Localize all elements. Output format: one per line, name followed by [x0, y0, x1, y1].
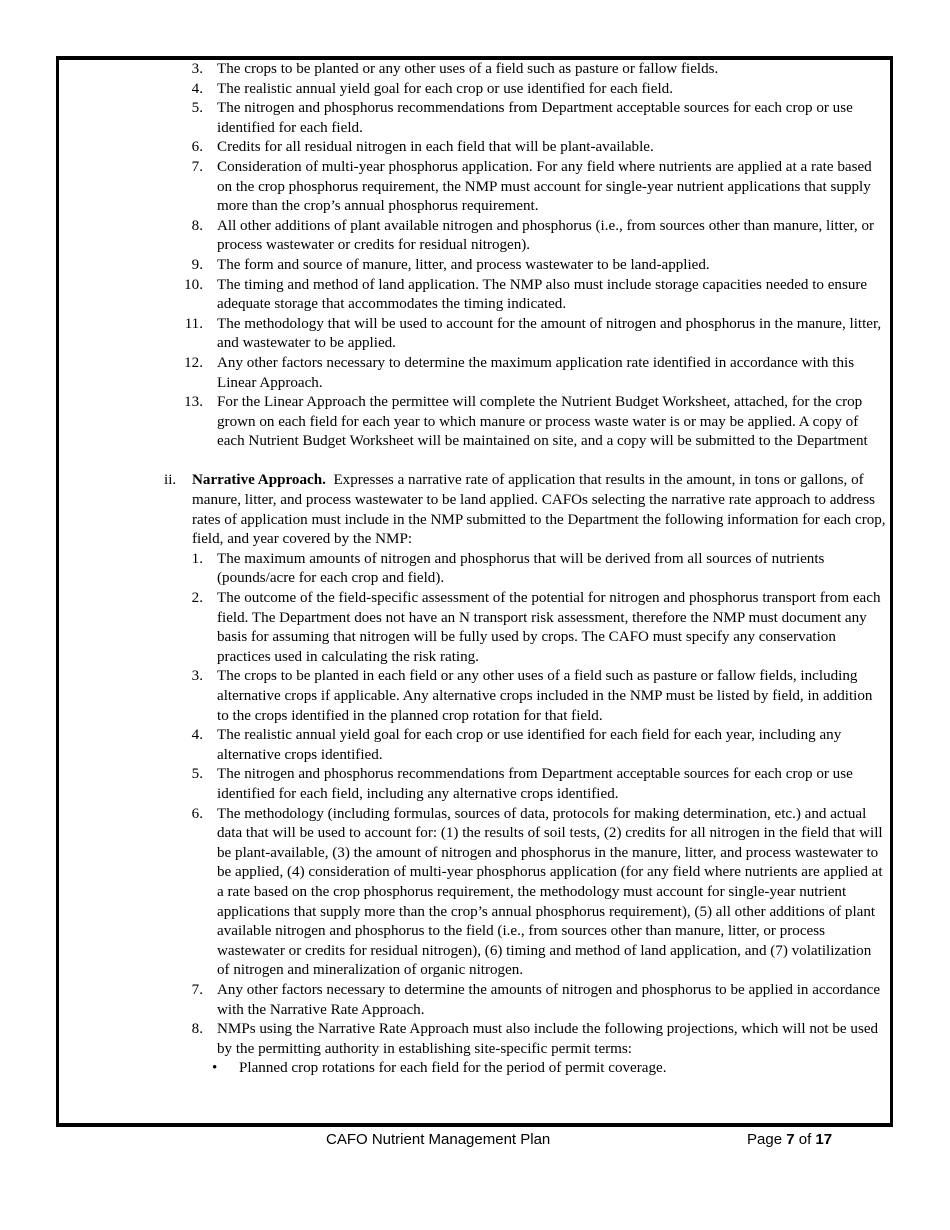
page-total: 17: [815, 1131, 833, 1148]
item-text: For the Linear Approach the permittee will complete the Nutrient Budget Worksheet, attached, for the crop grown on each field for each year to which manure or process waste water is or may be applied. A copy of each Nutrient Budget Worksheet will be maintained on site, and a copy will be submitted to the Department: [217, 394, 868, 450]
item-number: 10.: [184, 276, 203, 293]
item-number: 5.: [191, 100, 203, 117]
item-text: The methodology that will be used to account for the amount of nitrogen and phosphorus in the manure, litter, and wastewater to be applied.: [217, 315, 882, 352]
item-number: 5.: [191, 766, 203, 783]
list-item: [164, 765, 886, 804]
linear-approach-list: [164, 60, 886, 452]
list-item: [164, 354, 886, 393]
list-item: [164, 589, 886, 667]
item-number: 2.: [191, 590, 203, 607]
bullet-item: [164, 1059, 886, 1079]
list-item: [164, 60, 886, 80]
list-item: [164, 805, 886, 981]
item-text: All other additions of plant available nitrogen and phosphorus (i.e., from sources other than manure, litter, or process wastewater or credits for residual nitrogen).: [217, 217, 875, 254]
document-body: [164, 60, 886, 1079]
item-text: The outcome of the field-specific assessment of the potential for nitrogen and phosphorus transport from each field. The Department does not have an N transport risk assessment, therefore the NMP must document any basis for assuming that nitrogen will be fully used by crops. The CAFO must specify any conservation practices used in calculating the risk rating.: [217, 590, 881, 665]
item-number: 3.: [191, 61, 203, 77]
item-number: 12.: [184, 354, 203, 371]
list-item: [164, 80, 886, 100]
item-number: 6.: [191, 139, 203, 156]
list-item: [164, 1020, 886, 1059]
page-of: of: [798, 1131, 812, 1148]
item-number: 4.: [191, 80, 203, 97]
item-text: Credits for all residual nitrogen in each field that will be plant-available.: [217, 139, 654, 156]
narrative-approach-intro: [164, 471, 886, 549]
section-text: Expresses a narrative rate of application that results in the amount, in tons or gallons, of manure, litter, and process wastewater to be land applied. CAFOs selecting the narrative rate approach to address rates of application must include in the NMP submitted to the Department the following information for each crop, field, and year covered by the NMP:: [192, 472, 886, 548]
item-text: Any other factors necessary to determine the amounts of nitrogen and phosphorus to be applied in accordance with the Narrative Rate Approach.: [217, 981, 881, 1018]
item-text: The nitrogen and phosphorus recommendations from Department acceptable sources for each crop or use identified for each field, including any alternative crops identified.: [217, 766, 853, 802]
item-text: Consideration of multi-year phosphorus application. For any field where nutrients are applied at a rate based on the crop phosphorus requirement, the NMP must account for single-year nutrient applications that supply more than the crop’s annual phosphorus requirement.: [217, 158, 872, 215]
list-item: [164, 550, 886, 589]
item-text: The realistic annual yield goal for each crop or use identified for each field for each year, including any alternative crops identified.: [217, 727, 842, 763]
list-item: [164, 276, 886, 315]
item-number: 6.: [191, 805, 203, 822]
item-text: The nitrogen and phosphorus recommendations from Department acceptable sources for each crop or use identified for each field.: [217, 100, 853, 136]
section-heading: Narrative Approach.: [192, 472, 326, 489]
item-number: 4.: [191, 727, 203, 744]
bullet-icon: •: [212, 1060, 218, 1077]
item-text: NMPs using the Narrative Rate Approach must also include the following projections, which will not be used by the permitting authority in establishing site-specific permit terms:: [217, 1021, 879, 1057]
item-number: 9.: [191, 256, 203, 273]
item-number: 3.: [191, 668, 203, 685]
item-text: The timing and method of land application. The NMP also must include storage capacities needed to ensure adequate storage that accommodates the timing indicated.: [217, 276, 868, 313]
list-item: [164, 138, 886, 158]
item-text: The crops to be planted or any other uses of a field such as pasture or fallow fields.: [217, 61, 719, 77]
section-numeral: ii.: [164, 472, 177, 489]
narrative-approach-list: [164, 550, 886, 1079]
item-number: 13.: [184, 394, 203, 411]
item-number: 8.: [191, 1021, 203, 1038]
item-text: Any other factors necessary to determine the maximum application rate identified in accordance with this Linear Approach.: [217, 354, 855, 391]
item-text: The form and source of manure, litter, and process wastewater to be land-applied.: [217, 256, 710, 273]
item-text: The realistic annual yield goal for each crop or use identified for each field.: [217, 80, 673, 97]
spacer: [164, 452, 886, 472]
item-text: The maximum amounts of nitrogen and phosphorus that will be derived from all sources of nutrients (pounds/acre for each crop and field).: [217, 550, 825, 587]
bullet-text: Planned crop rotations for each field for the period of permit coverage.: [239, 1060, 667, 1077]
item-text: The crops to be planted in each field or any other uses of a field such as pasture or fallow fields, including alternative crops if applicable. Any alternative crops included in the NMP must be listed by field, in addition to the crops identified in the planned crop rotation for that field.: [217, 668, 873, 724]
footer-title: CAFO Nutrient Management Plan: [326, 1131, 551, 1148]
item-number: 11.: [184, 315, 203, 332]
item-number: 7.: [191, 158, 203, 175]
item-number: 8.: [191, 217, 203, 234]
page-current: 7: [786, 1131, 795, 1148]
list-item: [164, 981, 886, 1020]
list-item: [164, 667, 886, 726]
item-text: The methodology (including formulas, sources of data, protocols for making determination, etc.) and actual data that will be used to account for: (1) the results of soil tests, (2) credits for all nitrogen in the field that will be plant-available, (3) the amount of nitrogen and phosphorus in the manure, litter, and process wastewater to be applied, (4) consideration of multi-year phosphorus application (for any field where nutrients are applied at a rate based on the crop phosphorus requirement, the methodology must account for single-year nutrient applications that supply more than the crop’s annual phosphorus requirement), (5) all other additions of plant available nitrogen and phosphorus to the field (i.e., from sources other than manure, litter, or process wastewater or credits for residual nitrogen), (6) timing and method of land application, and (7) volatilization of nitrogen and mineralization of organic nitrogen.: [217, 805, 883, 979]
list-item: [164, 256, 886, 276]
list-item: [164, 726, 886, 765]
list-item: [164, 393, 886, 452]
page-number: [747, 1131, 832, 1148]
item-number: 7.: [191, 981, 203, 998]
list-item: [164, 315, 886, 354]
item-number: 1.: [191, 550, 203, 567]
list-item: [164, 217, 886, 256]
list-item: [164, 99, 886, 138]
list-item: [164, 158, 886, 217]
page-label: Page: [747, 1131, 783, 1148]
